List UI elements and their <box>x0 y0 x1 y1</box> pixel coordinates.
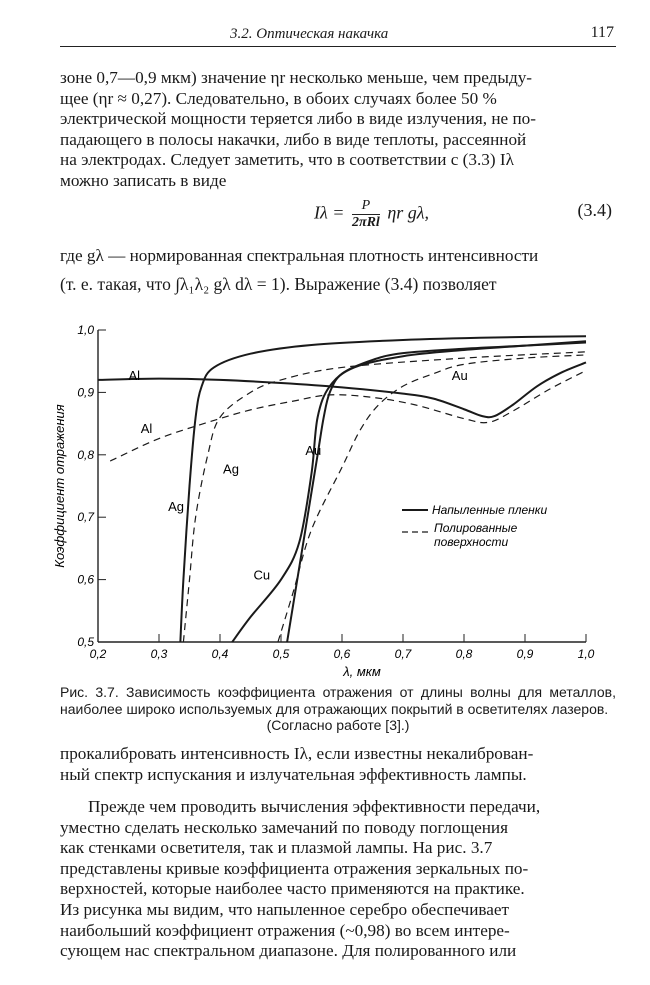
x-tick-label: 1,0 <box>577 647 595 661</box>
text-line: представлены кривые коэффициента отражения зеркальных по- <box>60 858 529 878</box>
text-line: на электродах. Следует заметить, что в соответствии с (3.3) Iλ <box>60 150 514 170</box>
text-line: электрической мощности теряется либо в виде излучения, не по- <box>60 109 536 129</box>
reflectance-chart <box>50 320 600 680</box>
text-line: Прежде чем проводить вычисления эффективности передачи, <box>88 797 541 816</box>
text-line: падающего в полосы накачки, либо в виде теплоты, рассеянной <box>60 129 527 149</box>
y-tick-label: 0,9 <box>77 385 94 400</box>
y-tick-label: 1,0 <box>77 323 94 337</box>
legend-dashed-label: Полированные <box>434 521 518 535</box>
curve-label: Ag <box>168 498 185 514</box>
x-tick-label: 0,4 <box>211 647 229 661</box>
series-line-al-solid <box>98 362 586 417</box>
text-line: наибольший коэффициент отражения (~0,98) во всем интере- <box>60 920 510 940</box>
caption-source: (Согласно работе [3].) <box>266 717 410 733</box>
running-header <box>60 24 616 47</box>
paragraph-1 <box>60 68 616 192</box>
text-line: прокалибровать интенсивность Iλ, если известны некалиброван- <box>60 744 534 763</box>
curve-label: Al <box>128 367 141 383</box>
text-line: где gλ — нормированная спектральная плотность интенсивности <box>60 246 539 265</box>
legend-solid-label: Напыленные пленки <box>432 503 548 517</box>
y-tick-label: 0,7 <box>77 510 94 525</box>
figure-caption <box>60 684 616 734</box>
text-line: ный спектр испускания и излучательная эффективность лампы. <box>60 764 527 784</box>
equation-3-4 <box>60 192 616 232</box>
paragraph-2 <box>60 245 616 301</box>
text-line: зоне 0,7—0,9 мкм) значение ηr несколько меньше, чем предыду- <box>60 68 533 87</box>
page-number: 117 <box>590 24 614 41</box>
x-axis-label: λ, мкм <box>343 664 381 679</box>
text-line: сующем нас спектральном диапазоне. Для полированного или <box>60 941 517 961</box>
x-tick-label: 0,8 <box>455 647 473 661</box>
caption-text: Рис. 3.7. Зависимость коэффициента отражения от длины волны для металлов, наиболее широко используемых для отражающих покрытий в осветителях лазеров. <box>60 684 616 717</box>
text-line: как стенками осветителя, так и плазмой лампы. На рис. 3.7 <box>60 838 493 858</box>
series-line-ag-solid <box>180 336 586 642</box>
text-line: щее (ηr ≈ 0,27). Следовательно, в обоих случаях более 50 % <box>60 88 497 108</box>
x-tick-label: 0,3 <box>150 647 168 661</box>
x-tick-label: 0,5 <box>272 647 290 661</box>
text-line: верхностей, которые наиболее часто применяются на практике. <box>60 879 525 899</box>
series-line-al-dashed <box>110 371 586 461</box>
curve-label: Cu <box>253 567 271 583</box>
y-tick-label: 0,8 <box>77 447 94 462</box>
section-title: 3.2. Оптическая накачка <box>230 26 389 42</box>
text-line: можно записать в виде <box>60 170 227 190</box>
curve-label: Au <box>305 442 322 458</box>
series-line-cu-solid <box>232 341 586 642</box>
legend-dashed-label-2: поверхности <box>434 535 509 549</box>
curve-label: Al <box>140 420 153 436</box>
text-line: уместно сделать несколько замечаний по поводу поглощения <box>60 817 509 837</box>
y-tick-label: 0,5 <box>77 635 94 649</box>
y-tick-label: 0,6 <box>77 572 94 587</box>
formula-lhs: Iλ = <box>314 202 345 223</box>
x-tick-label: 0,6 <box>333 647 351 661</box>
x-tick-label: 0,2 <box>89 647 107 661</box>
x-tick-label: 0,7 <box>394 647 412 661</box>
paragraph-4 <box>60 797 616 962</box>
x-tick-label: 0,9 <box>516 647 534 661</box>
curve-label: Ag <box>223 461 239 477</box>
text-line: Из рисунка мы видим, что напыленное серебро обеспечивает <box>60 899 510 919</box>
series-line-au-solid <box>287 342 586 642</box>
formula-fraction <box>352 198 380 231</box>
text-line: (т. е. такая, что ∫λ₁λ₂ gλ dλ = 1). Выражение (3.4) позволяет <box>60 274 497 294</box>
curve-label: Au <box>451 367 468 383</box>
y-axis-label: Коэффициент отражения <box>52 404 67 568</box>
equation-number: (3.4) <box>577 200 612 220</box>
formula-rhs: ηr gλ, <box>387 202 430 223</box>
formula-denominator: 2πRl <box>351 215 380 230</box>
paragraph-3 <box>60 744 616 785</box>
formula-numerator: P <box>352 198 380 215</box>
